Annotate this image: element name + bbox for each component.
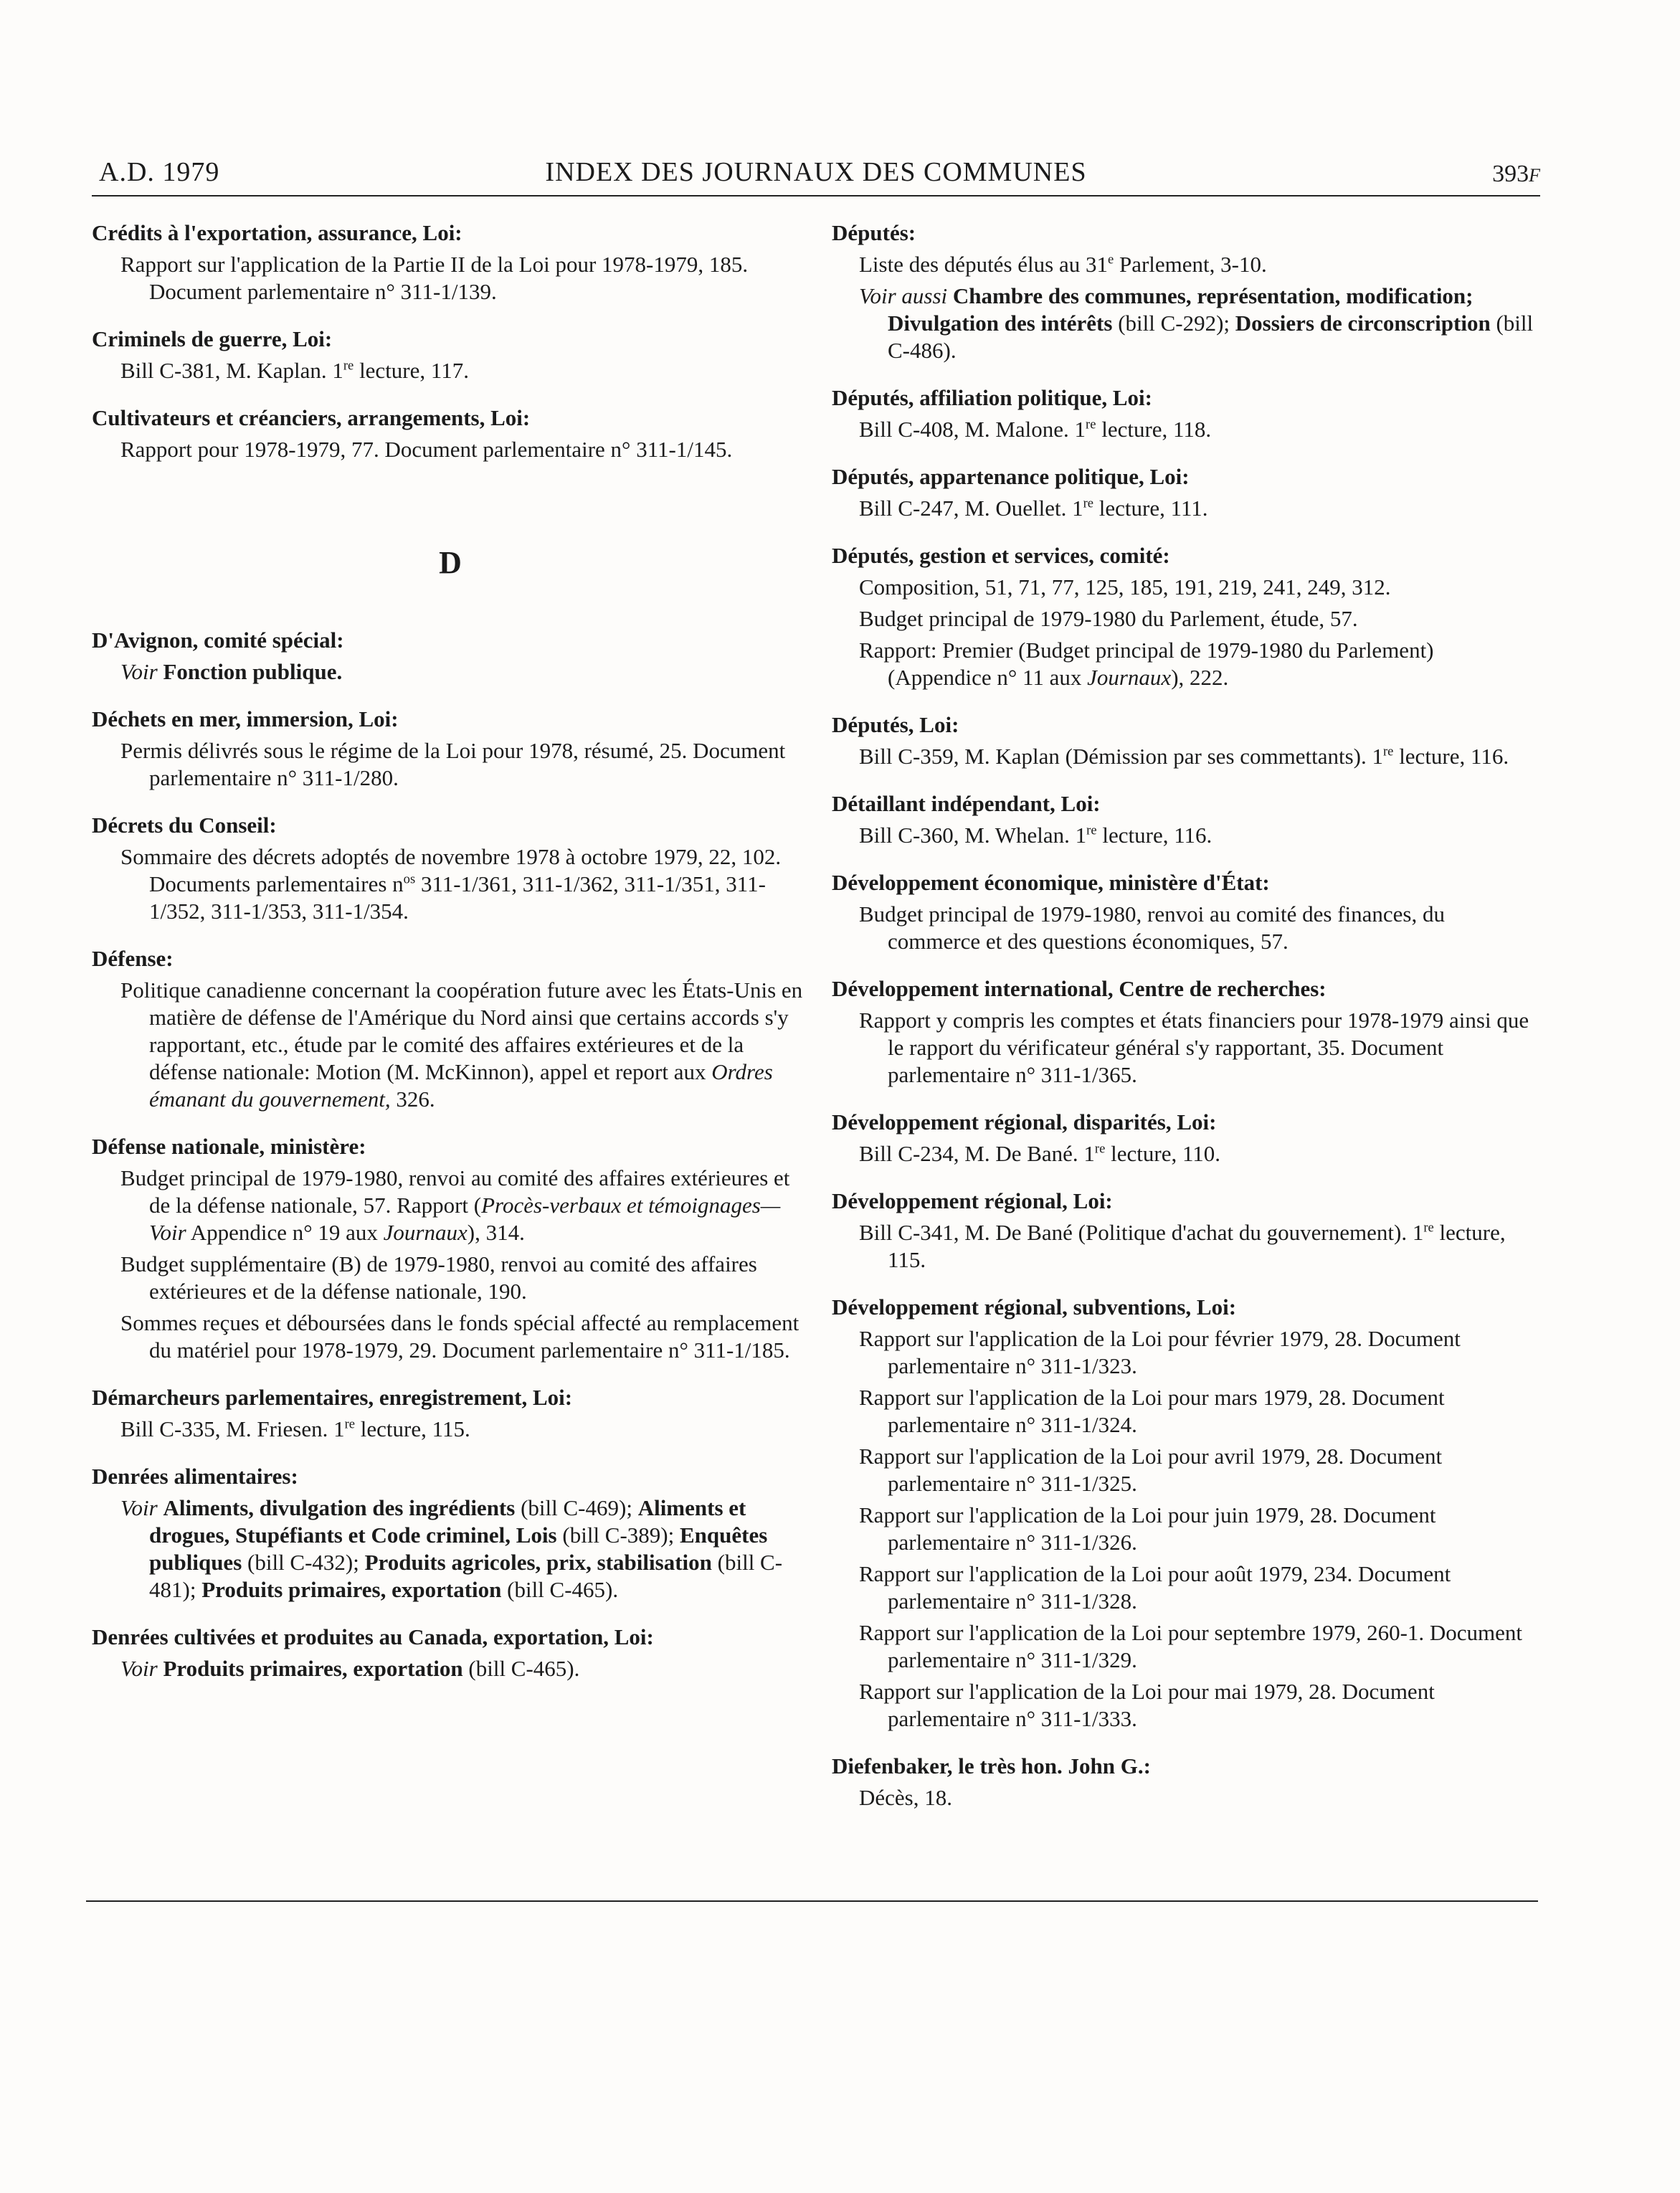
text-run: ), 222. [1171,665,1229,690]
entry-heading: Cultivateurs et créanciers, arrangements, Loi: [92,405,531,430]
index-entry [832,1753,1542,1811]
entry-heading: Défense: [92,946,174,971]
text-run: Composition, 51, 71, 77, 125, 185, 191, 219, 241, 249, 312. [859,574,1391,600]
text-run: Rapport pour 1978-1979, 77. Document parlementaire n° 311-1/145. [120,437,733,462]
text-run: Politique canadienne concernant la coopération future avec les États-Unis en matière de défense de l'Amérique du Nord ainsi que certains accords s'y rapportant, etc., étude par le comité des affaires extérieures et de la défense nationale: Motion (M. McKinnon), appel et report aux [120,977,803,1084]
text-run: Parlement, 3-10. [1114,252,1267,277]
text-run: 311-1/361, 311-1/362, 311-1/351, 311-1/352, 311-1/353, 311-1/354. [149,871,766,924]
entry-line [832,1784,1542,1811]
entry-line [832,1384,1542,1439]
text-run: Bill C-234, M. De Bané. 1 [859,1141,1095,1166]
entry-line [92,1495,809,1604]
left-entries-before [92,219,809,463]
entry-line [92,1309,809,1364]
text-run: re [1086,417,1096,432]
text-run: Rapport sur l'application de la Loi pour mars 1979, 28. Document parlementaire n° 311-1/324. [859,1385,1445,1437]
text-run: ), 314. [467,1220,525,1245]
index-entry [832,975,1542,1089]
entry-heading: Députés, gestion et services, comité: [832,543,1170,568]
text-run: Appendice n° 19 aux [186,1220,384,1245]
entry-heading: Défense nationale, ministère: [92,1134,366,1159]
index-entry [92,404,809,463]
index-entry [832,869,1542,955]
text-run: Bill C-360, M. Whelan. 1 [859,823,1087,848]
entry-heading: Députés, affiliation politique, Loi: [832,385,1152,410]
text-run: lecture, 110. [1105,1141,1221,1166]
entry-heading: Crédits à l'exportation, assurance, Loi: [92,220,462,245]
entry-heading: Députés: [832,220,916,245]
text-run: lecture, 116. [1393,744,1509,769]
text-run: 326. [390,1086,435,1112]
entry-heading: Déchets en mer, immersion, Loi: [92,706,399,731]
text-run: (bill C-469); [515,1495,638,1520]
entry-line [832,495,1542,522]
text-run: Rapport sur l'application de la Loi pour mai 1979, 28. Document parlementaire n° 311-1/333. [859,1679,1435,1731]
text-run: (bill C-432); [242,1550,365,1575]
text-run: Bill C-247, M. Ouellet. 1 [859,496,1083,521]
text-run: Voir [120,1495,158,1520]
text-run: Fonction publique. [163,659,343,684]
text-run: Budget principal de 1979-1980, renvoi au comité des finances, du commerce et des questions économiques, 57. [859,901,1445,954]
text-run: Bill C-408, M. Malone. 1 [859,417,1086,442]
entry-line [92,737,809,792]
entry-line [832,251,1542,278]
section-letter: D [439,545,462,580]
entry-line [832,1007,1542,1089]
text-run: Liste des députés élus au 31 [859,252,1108,277]
entry-line [832,901,1542,955]
entry-line [832,574,1542,601]
text-run: Budget principal de 1979-1980, renvoi au comité des affaires extérieures et de la défense nationale, 57. Rapport ( [120,1165,790,1218]
entry-line [92,1655,809,1682]
text-run: Journaux [1087,665,1172,690]
text-run: re [1094,1141,1106,1157]
text-run: Ordres émanant du gouvernement, [149,1059,773,1112]
text-run: Bill C-381, M. Kaplan. 1 [120,358,343,383]
left-column [92,219,809,1702]
entry-heading: Démarcheurs parlementaires, enregistrement, Loi: [92,1385,573,1410]
page-header [92,152,1540,196]
text-run: Enquêtes publiques [149,1522,768,1575]
index-entry [832,463,1542,522]
entry-line [92,357,809,384]
index-entry [92,627,809,686]
text-run: Aliments, divulgation des ingrédients [163,1495,516,1520]
text-run: lecture, 118. [1096,417,1212,442]
text-run: lecture, 116. [1096,823,1212,848]
text-run: Dossiers de circonscription [1235,311,1491,336]
text-run: re [1086,823,1097,838]
index-entry [92,1384,809,1443]
text-run: Chambre des communes, représentation, modification; Divulgation des intérêts [888,283,1473,336]
text-run: re [344,1416,356,1432]
entry-line [832,283,1542,364]
text-run: Budget supplémentaire (B) de 1979-1980, renvoi au comité des affaires extérieures et de la défense nationale, 190. [120,1251,757,1304]
text-run: re [1423,1220,1434,1236]
text-run: (bill C-389); [556,1522,680,1548]
entry-line [92,436,809,463]
entry-line [92,1416,809,1443]
index-entry [92,1624,809,1682]
index-entry [832,542,1542,691]
text-run: os [403,871,416,887]
left-entries-after [92,627,809,1682]
text-run: re [1382,744,1394,759]
text-run: (bill C-465). [462,1656,580,1681]
index-entry [832,1294,1542,1733]
text-run: Rapport sur l'application de la Loi pour septembre 1979, 260-1. Document parlementaire n° 311-1/329. [859,1620,1523,1672]
entry-heading: Développement régional, subventions, Loi: [832,1294,1237,1320]
entry-line [832,605,1542,633]
text-run: lecture, 115. [888,1220,1506,1272]
text-run: Procès-verbaux et témoignages—Voir [149,1193,781,1245]
entry-line [832,1619,1542,1674]
entry-heading: Développement régional, disparités, Loi: [832,1109,1217,1135]
index-entry [92,945,809,1113]
entry-line [832,1325,1542,1380]
text-run: Journaux [383,1220,468,1245]
text-run: Rapport sur l'application de la Loi pour juin 1979, 28. Document parlementaire n° 311-1/326. [859,1502,1436,1555]
entry-line [92,977,809,1113]
header-title: INDEX DES JOURNAUX DES COMMUNES [545,157,1087,187]
text-run: Voir aussi [859,283,948,308]
text-run: Sommes reçues et déboursées dans le fonds spécial affecté au remplacement du matériel pour 1978-1979, 29. Document parlementaire n° 311-1/185. [120,1310,799,1363]
entry-line [832,743,1542,770]
entry-heading: Développement économique, ministère d'État: [832,870,1270,895]
right-entries [832,219,1542,1811]
text-run: (bill C-486). [888,311,1534,363]
entry-line [92,1165,809,1246]
index-entry [832,790,1542,849]
entry-line [832,1560,1542,1615]
entry-line [832,1140,1542,1167]
text-run: Bill C-359, M. Kaplan (Démission par ses commettants). 1 [859,744,1383,769]
index-entry [832,711,1542,770]
text-run: Décès, 18. [859,1785,952,1810]
entry-line [92,251,809,305]
entry-line [832,1219,1542,1274]
index-entry [92,812,809,925]
text-run: Sommaire des décrets adoptés de novembre 1978 à octobre 1979, 22, 102. Documents parlementaires n [120,844,782,896]
index-entry [92,706,809,792]
entry-line [832,1502,1542,1556]
text-run: re [1083,496,1094,511]
index-entry [832,1109,1542,1167]
text-run: Rapport sur l'application de la Loi pour février 1979, 28. Document parlementaire n° 311-1/323. [859,1326,1461,1378]
text-run: re [343,358,354,374]
entry-line [832,822,1542,849]
index-entry [832,1188,1542,1274]
text-run: Produits agricoles, prix, stabilisation [364,1550,712,1575]
index-entry [92,326,809,384]
entry-line [92,658,809,686]
text-run: Voir [120,659,158,684]
text-run: e [1107,252,1114,267]
entry-heading: Diefenbaker, le très hon. John G.: [832,1753,1151,1778]
text-run: Rapport sur l'application de la Loi pour avril 1979, 28. Document parlementaire n° 311-1/325. [859,1444,1443,1496]
entry-line [92,1251,809,1305]
entry-heading: Denrées alimentaires: [92,1464,298,1489]
text-run: (bill C-292); [1112,311,1235,336]
text-run: lecture, 115. [355,1416,470,1441]
text-run: Permis délivrés sous le régime de la Loi pour 1978, résumé, 25. Document parlementaire n° 311-1/280. [120,738,786,790]
text-run: Produits primaires, exportation [163,1656,463,1681]
entry-heading: Députés, appartenance politique, Loi: [832,464,1190,489]
text-run: Bill C-335, M. Friesen. 1 [120,1416,345,1441]
index-entry [92,1133,809,1364]
right-column [832,219,1542,1832]
text-run: lecture, 117. [353,358,469,383]
header-year: A.D. 1979 [99,157,220,187]
text-run: Bill C-341, M. De Bané (Politique d'achat du gouvernement). 1 [859,1220,1424,1245]
entry-heading: Députés, Loi: [832,712,959,737]
text-run [947,283,953,308]
entry-heading: Développement régional, Loi: [832,1188,1113,1213]
entry-heading: Décrets du Conseil: [92,813,277,838]
index-entry [832,384,1542,443]
index-entry [832,219,1542,364]
text-run: Rapport sur l'application de la Loi pour août 1979, 234. Document parlementaire n° 311-1/328. [859,1561,1451,1614]
entry-line [832,1678,1542,1733]
text-run: Rapport: Premier (Budget principal de 1979-1980 du Parlement) (Appendice n° 11 aux [859,638,1434,690]
text-run: Voir [120,1656,158,1681]
entry-line [832,637,1542,691]
text-run: Rapport sur l'application de la Partie II de la Loi pour 1978-1979, 185. Document parlementaire n° 311-1/139. [120,252,749,304]
text-run: Produits primaires, exportation [201,1577,502,1602]
entry-line [832,416,1542,443]
text-run: Budget principal de 1979-1980 du Parlement, étude, 57. [859,606,1358,631]
text-run: lecture, 111. [1093,496,1208,521]
entry-heading: Développement international, Centre de recherches: [832,976,1327,1001]
entry-heading: Criminels de guerre, Loi: [92,326,333,351]
entry-line [92,843,809,925]
index-entry [92,1463,809,1604]
entry-heading: Denrées cultivées et produites au Canada, exportation, Loi: [92,1624,654,1649]
entry-heading: D'Avignon, comité spécial: [92,627,344,653]
text-run: Rapport y compris les comptes et états financiers pour 1978-1979 ainsi que le rapport du vérificateur général s'y rapportant, 35. Document parlementaire n° 311-1/365. [859,1008,1529,1087]
index-entry [92,219,809,305]
entry-heading: Détaillant indépendant, Loi: [832,791,1101,816]
text-run: (bill C-465). [501,1577,619,1602]
page-number: 393F [1492,161,1540,187]
text-run: (bill C-481); [149,1550,783,1602]
entry-line [832,1443,1542,1497]
bottom-rule [86,1900,1538,1902]
text-run: Aliments et drogues, Stupéfiants et Code criminel, Lois [149,1495,746,1548]
